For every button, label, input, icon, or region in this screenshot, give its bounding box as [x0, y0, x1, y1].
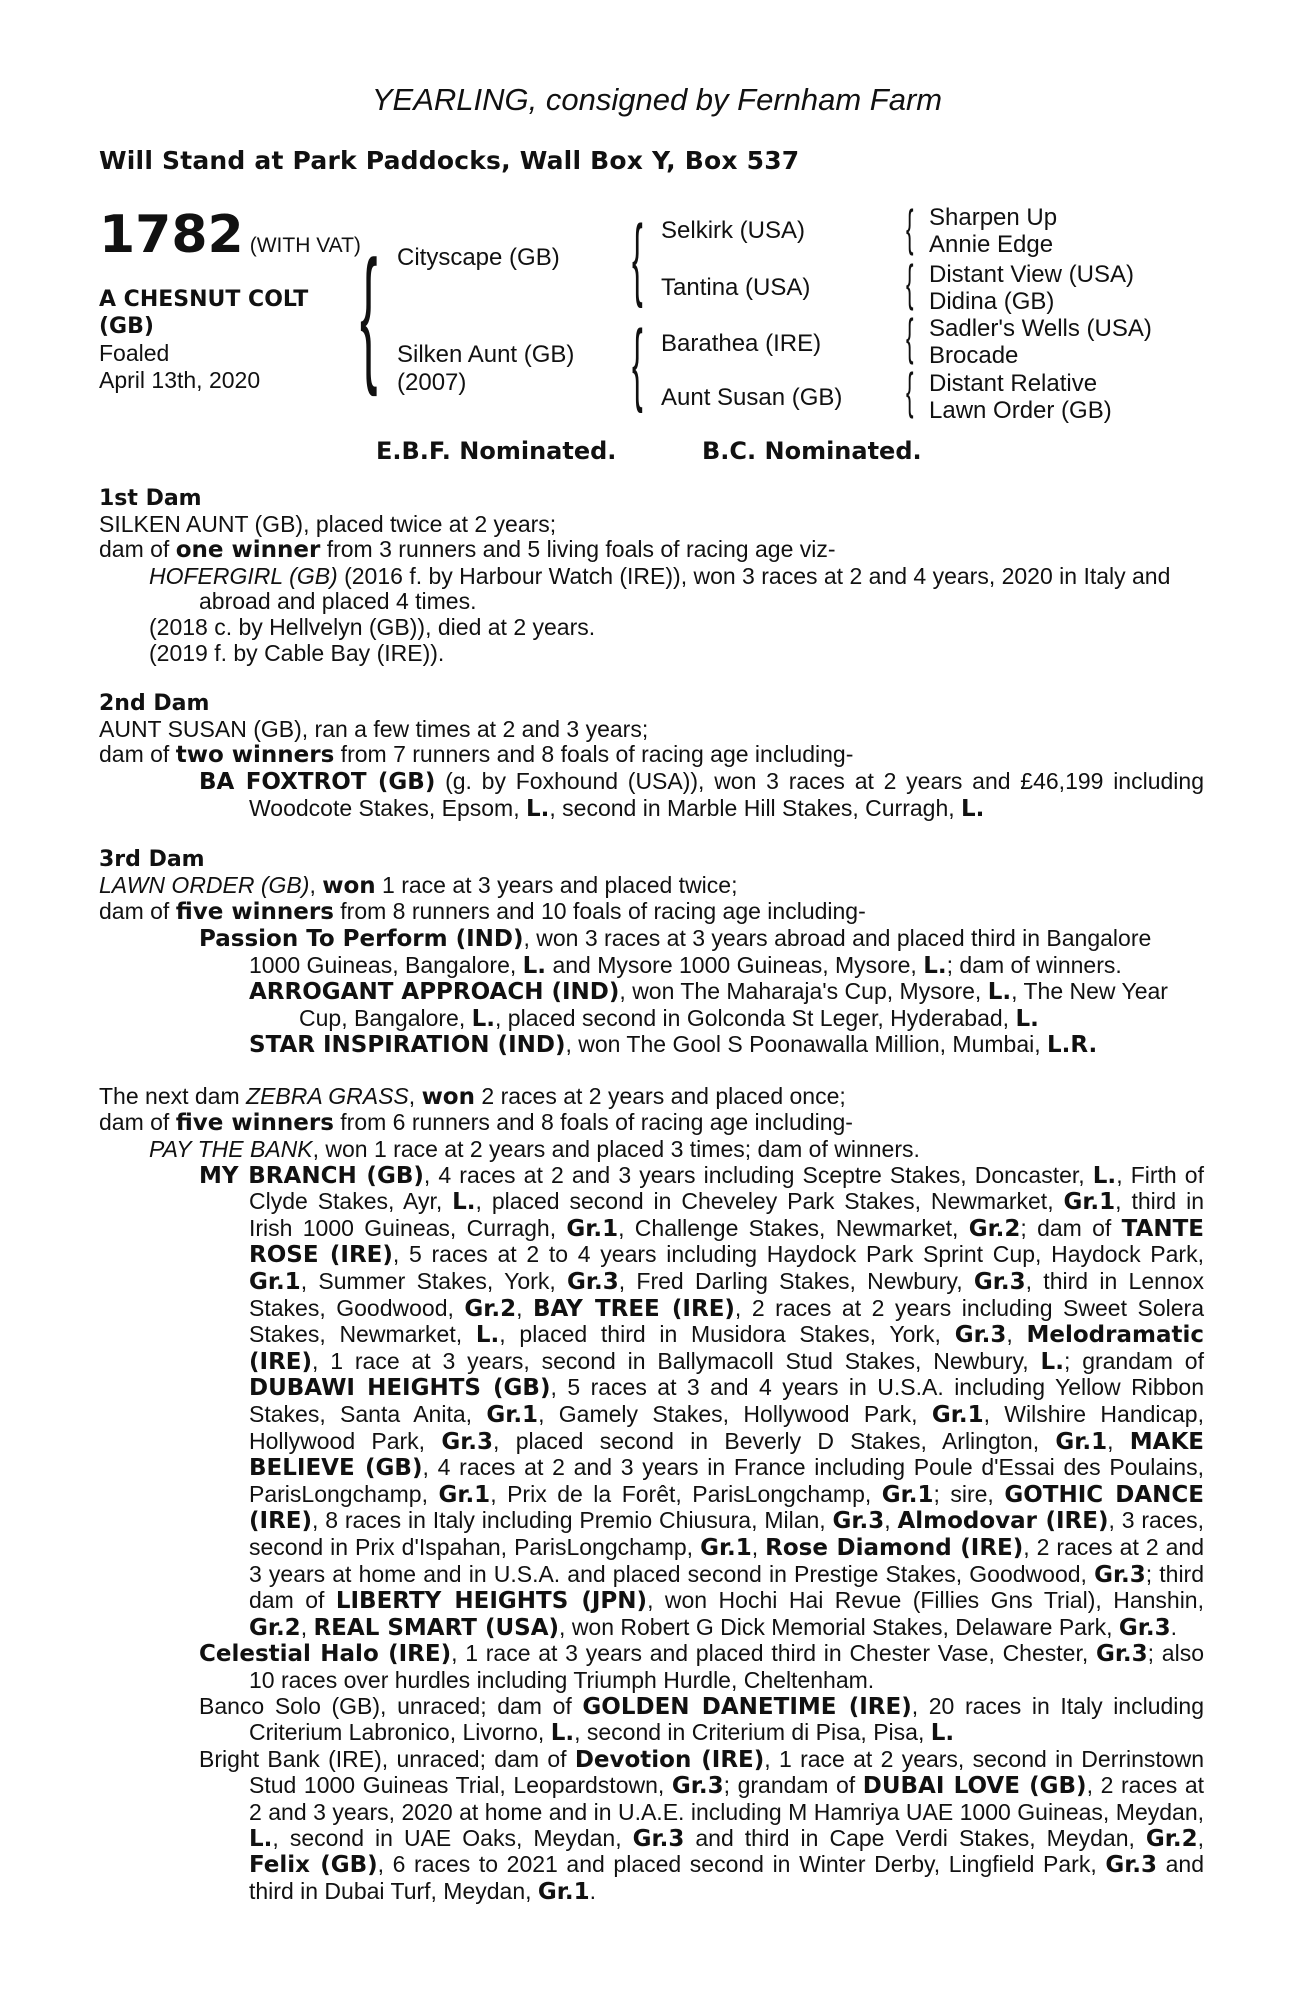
bc-nomination: B.C. Nominated. — [702, 437, 922, 465]
next-dam-line: The next dam ZEBRA GRASS, won 2 races at 2 years and placed once; — [99, 1082, 846, 1110]
pedigree-brace-dam: { — [632, 312, 643, 414]
pedigree-gen2-3: Barathea (IRE) — [661, 330, 822, 357]
foaled-date: April 13th, 2020 — [99, 367, 261, 393]
vat-note: (WITH VAT) — [249, 234, 361, 257]
pedigree-gen3-6: Brocade — [929, 342, 1019, 369]
first-dam-entry-1: HOFERGIRL (GB) (2016 f. by Harbour Watch (IRE)), won 3 races at 2 and 4 years, 2020 in Italy and abroad and placed 4 times. — [149, 562, 1171, 615]
second-dam-entry-1: BA FOXTROT (GB) (g. by Foxhound (USA)), won 3 races at 2 years and £46,199 including Woodcote Stakes, Epsom, L., second in Marble Hill Stakes, Curragh, L. — [199, 767, 1204, 822]
next-dam-entry-pay-the-bank: PAY THE BANK, won 1 race at 2 years and placed 3 times; dam of winners. — [149, 1136, 920, 1163]
second-dam-line: AUNT SUSAN (GB), ran a few times at 2 and 3 years; — [99, 715, 649, 742]
dam-lines — [99, 486, 1204, 1905]
pedigree-brace-g3-2: { — [906, 255, 914, 311]
lot-number-block — [99, 205, 361, 265]
pedigree-gen2-4: Aunt Susan (GB) — [661, 384, 843, 411]
pedigree-gen3-4: Didina (GB) — [929, 288, 1055, 315]
pedigree-gen3-7: Distant Relative — [929, 370, 1098, 397]
pedigree-brace-g3-3: { — [906, 309, 914, 365]
page-title: YEARLING, consigned by Fernham Farm — [371, 82, 943, 117]
next-dam-entry-bright-bank: Bright Bank (IRE), unraced; dam of Devotion (IRE), 1 race at 2 years, second in Derrinstown Stud 1000 Guineas Trial, Leopardstown, Gr.3; grandam of DUBAI LOVE (GB), 2 races at 2 and 3 years, 2020 at home and in U.A.E. including M Hamriya UAE 1000 Guineas, Meydan, L., second in UAE Oaks, Meydan, Gr.3 and third in Cape Verdi Stakes, Meydan, Gr.2, Felix (GB), 6 races to 2021 and placed second in Winter Derby, Lingfield Park, Gr.3 and third in Dubai Turf, Meydan, Gr.1. — [199, 1745, 1205, 1905]
pedigree-dam: Silken Aunt (GB) — [397, 341, 575, 368]
lot-number: 1782 — [99, 205, 244, 265]
third-dam-line: LAWN ORDER (GB), won 1 race at 3 years and placed twice; — [99, 871, 738, 899]
pedigree-brace-sire: { — [632, 207, 643, 309]
first-dam-entry-3: (2019 f. by Cable Bay (IRE)). — [149, 639, 445, 666]
pedigree-gen2-2: Tantina (USA) — [661, 274, 811, 301]
pedigree-gen3-3: Distant View (USA) — [929, 261, 1134, 288]
pedigree-brace-main: { — [360, 229, 378, 397]
pedigree-gen3-8: Lawn Order (GB) — [929, 397, 1112, 424]
pedigree-gen3-2: Annie Edge — [929, 231, 1054, 258]
pedigree-gen2-1: Selkirk (USA) — [661, 217, 806, 244]
pedigree-brace-g3-1: { — [906, 200, 914, 256]
horse-sex-colour: A CHESNUT COLT (GB) — [99, 287, 309, 339]
foaled-label: Foaled — [99, 340, 170, 366]
first-dam-entry-2: (2018 c. by Hellvelyn (GB)), died at 2 years. — [149, 613, 596, 640]
first-dam-line: SILKEN AUNT (GB), placed twice at 2 years; — [99, 510, 557, 537]
pedigree-dam-year: (2007) — [397, 369, 467, 396]
third-dam-heading: 3rd Dam — [99, 847, 205, 873]
third-dam-entry-3: STAR INSPIRATION (IND), won The Gool S Poonawalla Million, Mumbai, L.R. — [249, 1031, 1098, 1059]
second-dam-produce-line: dam of two winners from 7 runners and 8 foals of racing age including- — [99, 741, 854, 769]
third-dam-entry-1: Passion To Perform (IND), won 3 races at 3 years abroad and placed third in Bangalore 1000 Guineas, Bangalore, L. and Mysore 1000 Guineas, Mysore, L.; dam of winners. — [199, 924, 1152, 979]
second-dam-heading: 2nd Dam — [99, 691, 210, 717]
next-dam-entry-my-branch: MY BRANCH (GB), 4 races at 2 and 3 years including Sceptre Stakes, Doncaster, L., Firth of Clyde Stakes, Ayr, L., placed second in Cheveley Park Stakes, Newmarket, Gr.1, third in Irish 1000 Guineas, Curragh, Gr.1, Challenge Stakes, Newmarket, Gr.2; dam of TANTE ROSE (IRE), 5 races at 2 to 4 years including Haydock Park Sprint Cup, Haydock Park, Gr.1, Summer Stakes, York, Gr.3, Fred Darling Stakes, Newbury, Gr.3, third in Lennox Stakes, Goodwood, Gr.2, BAY TREE (IRE), 2 races at 2 years including Sweet Solera Stakes, Newmarket, L., placed third in Musidora Stakes, York, Gr.3, Melodramatic (IRE), 1 race at 3 years, second in Ballymacoll Stud Stakes, Newbury, L.; grandam of DUBAWI HEIGHTS (GB), 5 races at 3 and 4 years in U.S.A. including Yellow Ribbon Stakes, Santa Anita, Gr.1, Gamely Stakes, Hollywood Park, Gr.1, Wilshire Handicap, Hollywood Park, Gr.3, placed second in Beverly D Stakes, Arlington, Gr.1, MAKE BELIEVE (GB), 4 races at 2 and 3 years in France including Poule d'Essai des Poulains, ParisLongchamp, Gr.1, Prix de la Forêt, ParisLongchamp, Gr.1; sire, GOTHIC DANCE (IRE), 8 races in Italy including Premio Chiusura, Milan, Gr.3, Almodovar (IRE), 3 races, second in Prix d'Ispahan, ParisLongchamp, Gr.1, Rose Diamond (IRE), 2 races at 2 and 3 years at home and in U.S.A. and placed second in Prestige Stakes, Goodwood, Gr.3; third dam of LIBERTY HEIGHTS (JPN), won Hochi Hai Revue (Fillies Gns Trial), Hanshin, Gr.2, REAL SMART (USA), won Robert G Dick Memorial Stakes, Delaware Park, Gr.3. — [199, 1161, 1205, 1641]
third-dam-produce-line: dam of five winners from 8 runners and 10 foals of racing age including- — [99, 898, 866, 926]
ebf-nomination: E.B.F. Nominated. — [376, 437, 617, 465]
pedigree-sire: Cityscape (GB) — [397, 244, 560, 271]
next-dam-entry-banco-solo: Banco Solo (GB), unraced; dam of GOLDEN DANETIME (IRE), 20 races in Italy including Criterium Labronico, Livorno, L., second in Criterium di Pisa, Pisa, L. — [199, 1692, 1204, 1747]
pedigree-brace-g3-4: { — [906, 363, 914, 419]
horse-description — [99, 286, 359, 394]
next-dam-produce-line: dam of five winners from 6 runners and 8 foals of racing age including- — [99, 1109, 853, 1137]
third-dam-entry-2: ARROGANT APPROACH (IND), won The Maharaja's Cup, Mysore, L., The New Year Cup, Bangalore, L., placed second in Golconda St Leger, Hyderabad, L. — [249, 978, 1168, 1032]
pedigree-gen3-5: Sadler's Wells (USA) — [929, 315, 1152, 342]
pedigree-gen3-1: Sharpen Up — [929, 204, 1058, 231]
first-dam-produce-line: dam of one winner from 3 runners and 5 living foals of racing age viz- — [99, 536, 836, 564]
stand-location: Will Stand at Park Paddocks, Wall Box Y, Box 537 — [99, 146, 800, 175]
first-dam-heading: 1st Dam — [99, 486, 202, 511]
next-dam-entry-celestial-halo: Celestial Halo (IRE), 1 race at 3 years and placed third in Chester Vase, Chester, Gr.3; also 10 races over hurdles including Triumph Hurdle, Cheltenham. — [199, 1640, 1204, 1693]
